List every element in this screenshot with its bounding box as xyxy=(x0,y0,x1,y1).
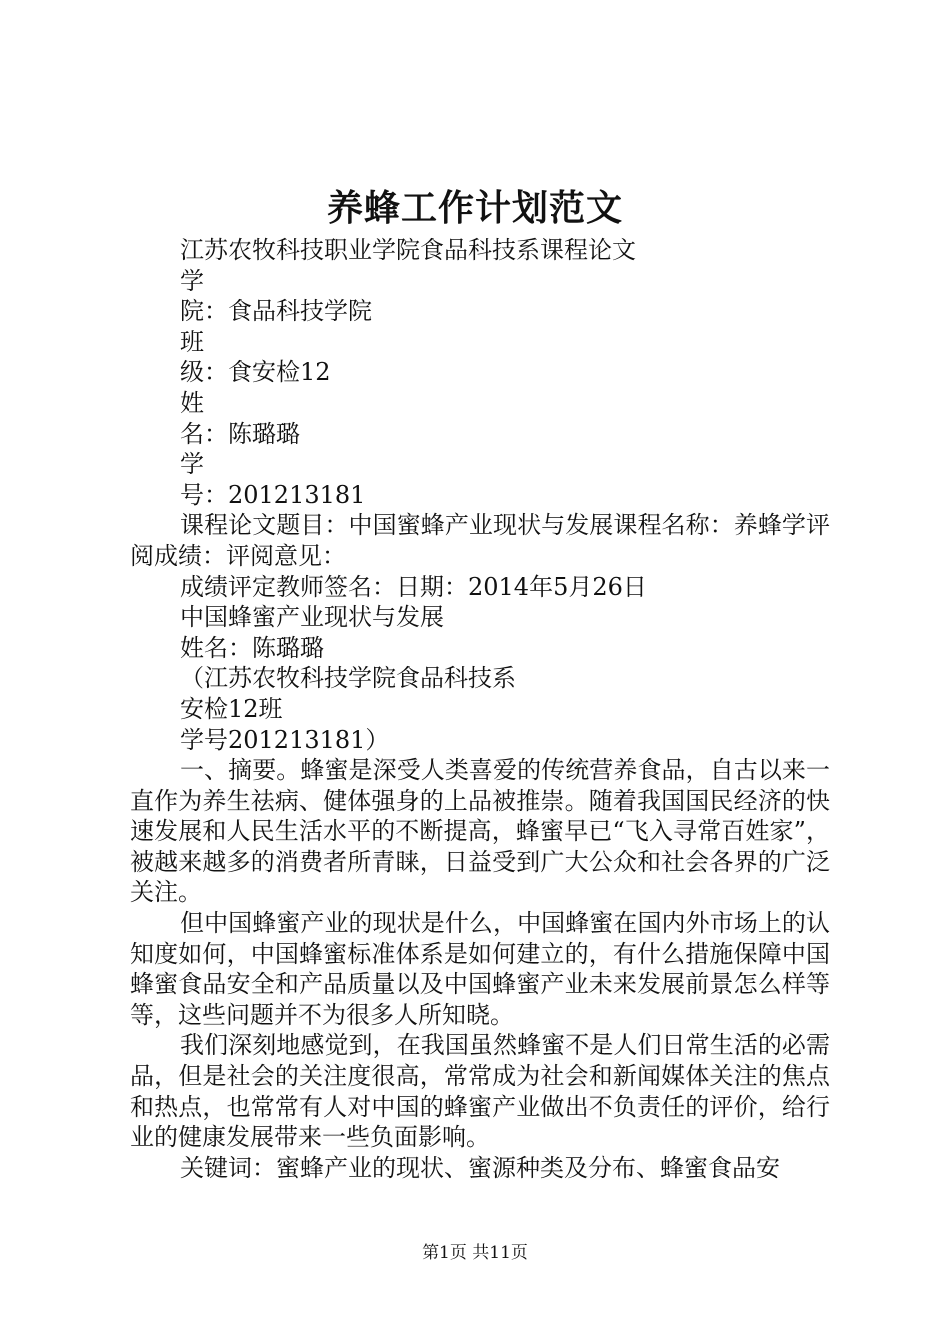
body-paragraph: 我们深刻地感觉到，在我国虽然蜂蜜不是人们日常生活的必需品，但是社会的关注度很高，常常成为社会和新闻媒体关注的焦点和热点，也常常有人对中国的蜂蜜产业做出不负责任的评价，给行业的健康发展带来一些负面影响。 xyxy=(130,1031,830,1152)
meta-line: 中国蜂蜜产业现状与发展 xyxy=(180,603,444,632)
header-line: 姓 xyxy=(180,388,204,417)
header-line: 院：食品科技学院 xyxy=(180,297,372,326)
meta-line: 姓名：陈璐璐 xyxy=(180,633,324,662)
document-title: 养蜂工作计划范文 xyxy=(326,187,623,229)
header-line: 级：食安检12 xyxy=(180,358,331,387)
header-line: 班 xyxy=(180,327,204,356)
meta-line: （江苏农牧科技学院食品科技系 xyxy=(180,664,516,693)
body-paragraph: 但中国蜂蜜产业的现状是什么，中国蜂蜜在国内外市场上的认知度如何，中国蜂蜜标准体系是如何建立的，有什么措施保障中国蜂蜜食品安全和产品质量以及中国蜂蜜产业未来发展前景怎么样等等，这些问题并不为很多人所知晓。 xyxy=(130,909,830,1029)
meta-line: 学号201213181） xyxy=(180,725,390,754)
abstract-paragraph: 一、摘要。蜂蜜是深受人类喜爱的传统营养食品，自古以来一直作为养生祛病、健体强身的上品被推崇。随着我国国民经济的快速发展和人民生活水平的不断提高，蜂蜜早已“飞入寻常百姓家”，被越来越多的消费者所青睐，日益受到广大公众和社会各界的广泛关注。 xyxy=(130,756,830,907)
header-line: 名：陈璐璐 xyxy=(180,419,300,448)
keywords-paragraph: 关键词：蜜蜂产业的现状、蜜源种类及分布、蜂蜜食品安 xyxy=(180,1153,780,1182)
course-info: 课程论文题目：中国蜜蜂产业现状与发展课程名称：养蜂学评阅成绩：评阅意见： xyxy=(130,511,830,570)
header-line: 学 xyxy=(180,450,204,479)
page-footer: 第1页 共11页 xyxy=(422,1243,528,1263)
document-body xyxy=(130,235,830,1183)
header-line: 江苏农牧科技职业学院食品科技系课程论文 xyxy=(180,236,636,264)
header-line: 学 xyxy=(180,266,204,295)
header-line: 号：201213181 xyxy=(180,480,366,509)
meta-line: 成绩评定教师签名：日期：2014年5月26日 xyxy=(180,572,647,601)
meta-line: 安检12班 xyxy=(180,694,283,723)
